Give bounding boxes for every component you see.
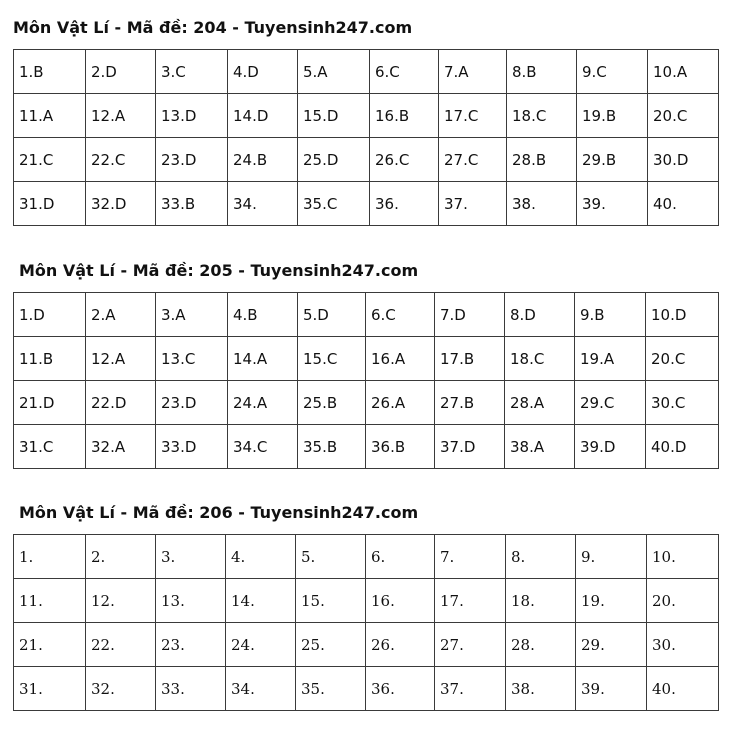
answer-cell: 24.B bbox=[228, 138, 298, 182]
answer-cell: 33.D bbox=[156, 425, 228, 469]
answer-cell: 15. bbox=[296, 579, 366, 623]
answer-cell: 1.D bbox=[14, 293, 86, 337]
answer-cell: 1. bbox=[14, 535, 86, 579]
answer-cell: 13.D bbox=[156, 94, 228, 138]
answer-cell: 37. bbox=[439, 182, 507, 226]
answer-cell: 17.C bbox=[439, 94, 507, 138]
answer-cell: 23.D bbox=[156, 381, 228, 425]
table-row bbox=[14, 94, 719, 138]
answer-cell: 11.A bbox=[14, 94, 86, 138]
answer-cell: 9.C bbox=[577, 50, 648, 94]
answer-cell: 8.D bbox=[505, 293, 575, 337]
answer-cell: 22.D bbox=[86, 381, 156, 425]
table-row bbox=[14, 667, 719, 711]
answer-cell: 37.D bbox=[435, 425, 505, 469]
answer-cell: 19. bbox=[576, 579, 647, 623]
answer-cell: 15.C bbox=[298, 337, 366, 381]
answer-cell: 38. bbox=[507, 182, 577, 226]
answer-cell: 6.C bbox=[370, 50, 439, 94]
answer-cell: 39.D bbox=[575, 425, 646, 469]
answer-cell: 11.B bbox=[14, 337, 86, 381]
answer-cell: 28. bbox=[506, 623, 576, 667]
table-row bbox=[14, 535, 719, 579]
answer-cell: 3. bbox=[156, 535, 226, 579]
answer-cell: 11. bbox=[14, 579, 86, 623]
answer-cell: 17. bbox=[435, 579, 506, 623]
answer-cell: 8. bbox=[506, 535, 576, 579]
answer-cell: 1.B bbox=[14, 50, 86, 94]
answer-cell: 27. bbox=[435, 623, 506, 667]
answer-cell: 6. bbox=[366, 535, 435, 579]
answer-cell: 9. bbox=[576, 535, 647, 579]
table-row bbox=[14, 579, 719, 623]
answer-cell: 12. bbox=[86, 579, 156, 623]
answer-cell: 23. bbox=[156, 623, 226, 667]
answer-cell: 33.B bbox=[156, 182, 228, 226]
answer-cell: 34.C bbox=[228, 425, 298, 469]
table-row bbox=[14, 623, 719, 667]
answer-cell: 27.C bbox=[439, 138, 507, 182]
table-row bbox=[14, 138, 719, 182]
answer-cell: 29.B bbox=[577, 138, 648, 182]
answer-cell: 33. bbox=[156, 667, 226, 711]
answer-table bbox=[13, 49, 719, 226]
answer-cell: 35.C bbox=[298, 182, 370, 226]
table-row bbox=[14, 337, 719, 381]
answer-table bbox=[13, 534, 719, 711]
answer-cell: 24.A bbox=[228, 381, 298, 425]
answer-cell: 10.D bbox=[646, 293, 719, 337]
answer-cell: 40.D bbox=[646, 425, 719, 469]
answer-cell: 9.B bbox=[575, 293, 646, 337]
answer-cell: 36.B bbox=[366, 425, 435, 469]
answer-cell: 36. bbox=[366, 667, 435, 711]
answer-cell: 16.A bbox=[366, 337, 435, 381]
answer-cell: 14. bbox=[226, 579, 296, 623]
answer-cell: 32. bbox=[86, 667, 156, 711]
answer-cell: 25. bbox=[296, 623, 366, 667]
answer-cell: 15.D bbox=[298, 94, 370, 138]
answer-cell: 19.B bbox=[577, 94, 648, 138]
answer-cell: 29.C bbox=[575, 381, 646, 425]
answer-cell: 13. bbox=[156, 579, 226, 623]
answer-cell: 21. bbox=[14, 623, 86, 667]
answer-cell: 24. bbox=[226, 623, 296, 667]
answer-cell: 32.D bbox=[86, 182, 156, 226]
answer-cell: 40. bbox=[648, 182, 719, 226]
table-row bbox=[14, 425, 719, 469]
answer-cell: 21.C bbox=[14, 138, 86, 182]
answer-cell: 37. bbox=[435, 667, 506, 711]
answer-cell: 40. bbox=[647, 667, 719, 711]
answer-cell: 27.B bbox=[435, 381, 505, 425]
answer-cell: 13.C bbox=[156, 337, 228, 381]
answer-cell: 20. bbox=[647, 579, 719, 623]
answer-cell: 3.C bbox=[156, 50, 228, 94]
answer-cell: 30.C bbox=[646, 381, 719, 425]
answer-cell: 26.C bbox=[370, 138, 439, 182]
answer-cell: 2.A bbox=[86, 293, 156, 337]
answer-cell: 5.A bbox=[298, 50, 370, 94]
table-row bbox=[14, 293, 719, 337]
answer-cell: 23.D bbox=[156, 138, 228, 182]
answer-cell: 31.C bbox=[14, 425, 86, 469]
answer-cell: 32.A bbox=[86, 425, 156, 469]
table-row bbox=[14, 182, 719, 226]
answer-cell: 22.C bbox=[86, 138, 156, 182]
answer-cell: 31. bbox=[14, 667, 86, 711]
answer-cell: 29. bbox=[576, 623, 647, 667]
answer-cell: 14.D bbox=[228, 94, 298, 138]
answer-cell: 20.C bbox=[648, 94, 719, 138]
answer-cell: 17.B bbox=[435, 337, 505, 381]
answer-cell: 5.D bbox=[298, 293, 366, 337]
answer-cell: 35. bbox=[296, 667, 366, 711]
answer-cell: 4.D bbox=[228, 50, 298, 94]
answer-cell: 36. bbox=[370, 182, 439, 226]
answer-cell: 38.A bbox=[505, 425, 575, 469]
answer-cell: 31.D bbox=[14, 182, 86, 226]
answer-cell: 20.C bbox=[646, 337, 719, 381]
answer-cell: 7.A bbox=[439, 50, 507, 94]
answer-cell: 18. bbox=[506, 579, 576, 623]
answer-cell: 26.A bbox=[366, 381, 435, 425]
answer-cell: 30. bbox=[647, 623, 719, 667]
answer-cell: 4.B bbox=[228, 293, 298, 337]
answer-cell: 26. bbox=[366, 623, 435, 667]
answer-cell: 2.D bbox=[86, 50, 156, 94]
answer-cell: 4. bbox=[226, 535, 296, 579]
table-row bbox=[14, 381, 719, 425]
answer-cell: 10.A bbox=[648, 50, 719, 94]
answer-cell: 28.A bbox=[505, 381, 575, 425]
answer-cell: 14.A bbox=[228, 337, 298, 381]
answer-cell: 5. bbox=[296, 535, 366, 579]
answer-cell: 16. bbox=[366, 579, 435, 623]
answer-cell: 7. bbox=[435, 535, 506, 579]
answer-cell: 7.D bbox=[435, 293, 505, 337]
answer-cell: 22. bbox=[86, 623, 156, 667]
answer-cell: 28.B bbox=[507, 138, 577, 182]
answer-cell: 30.D bbox=[648, 138, 719, 182]
answer-cell: 10. bbox=[647, 535, 719, 579]
answer-cell: 16.B bbox=[370, 94, 439, 138]
answer-cell: 39. bbox=[576, 667, 647, 711]
answer-cell: 6.C bbox=[366, 293, 435, 337]
section-title: Môn Vật Lí - Mã đề: 206 - Tuyensinh247.com bbox=[19, 503, 419, 522]
answer-cell: 12.A bbox=[86, 94, 156, 138]
table-row bbox=[14, 50, 719, 94]
answer-cell: 34. bbox=[228, 182, 298, 226]
answer-cell: 18.C bbox=[505, 337, 575, 381]
answer-cell: 2. bbox=[86, 535, 156, 579]
answer-cell: 34. bbox=[226, 667, 296, 711]
answer-cell: 12.A bbox=[86, 337, 156, 381]
answer-cell: 18.C bbox=[507, 94, 577, 138]
answer-table bbox=[13, 292, 719, 469]
answer-cell: 38. bbox=[506, 667, 576, 711]
answer-cell: 25.B bbox=[298, 381, 366, 425]
answer-cell: 39. bbox=[577, 182, 648, 226]
answer-cell: 35.B bbox=[298, 425, 366, 469]
section-title: Môn Vật Lí - Mã đề: 205 - Tuyensinh247.com bbox=[19, 261, 419, 280]
answer-cell: 21.D bbox=[14, 381, 86, 425]
answer-cell: 25.D bbox=[298, 138, 370, 182]
answer-cell: 8.B bbox=[507, 50, 577, 94]
section-title: Môn Vật Lí - Mã đề: 204 - Tuyensinh247.com bbox=[13, 18, 413, 37]
answer-cell: 19.A bbox=[575, 337, 646, 381]
answer-cell: 3.A bbox=[156, 293, 228, 337]
